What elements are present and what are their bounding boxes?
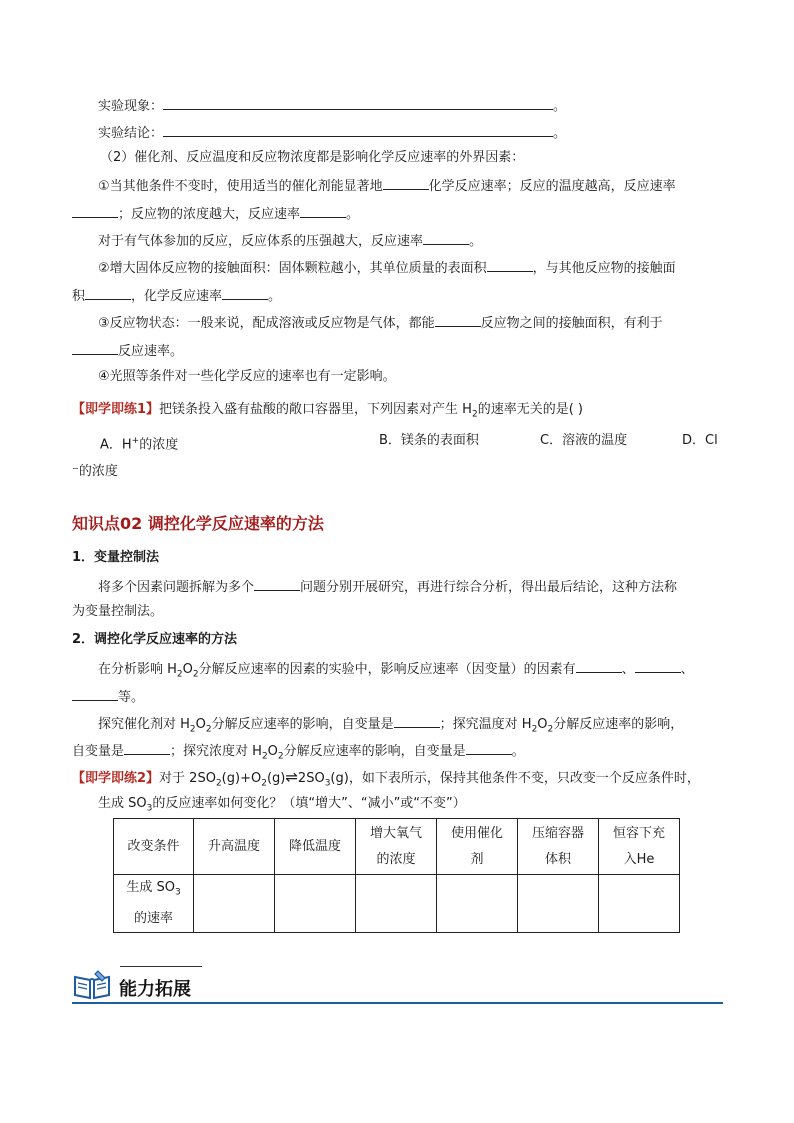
- blank[interactable]: [487, 257, 533, 272]
- option-a[interactable]: A．H+的浓度: [100, 436, 179, 453]
- experiment-conclusion: 实验结论： 。: [98, 122, 566, 144]
- blank[interactable]: [423, 230, 469, 245]
- section-1-text: 将多个因素问题拆解为多个 问题分别开展研究，再进行综合分析，得出最后结论，这种方法称: [98, 576, 677, 598]
- header-line: 入He: [623, 851, 655, 867]
- header-line: 降低温度: [288, 838, 341, 854]
- header-line: 压缩容器: [531, 825, 584, 841]
- blank[interactable]: [85, 285, 131, 300]
- state-line: ③反应物状态：一般来说，配成溶液或反应物是气体，都能 反应物之间的接触面积，有利于: [98, 312, 663, 334]
- section-title: 能力拓展: [119, 979, 191, 1000]
- header-cell: [114, 819, 194, 875]
- light-line: ④光照等条件对一些化学反应的速率也有一定影响。: [98, 369, 396, 384]
- header-line: 升高温度: [207, 838, 260, 854]
- option-b[interactable]: B．镁条的表面积: [379, 433, 479, 448]
- table-header-row: [114, 819, 680, 875]
- blank[interactable]: [163, 95, 553, 110]
- blank[interactable]: [383, 175, 429, 190]
- practice-2-stem-2: 生成 $SO_3$的反应速率如何变化？（填“增大”、“减小”或“不变”）: [98, 796, 466, 814]
- table-row: [114, 875, 680, 933]
- section-underline: [72, 1002, 723, 1004]
- state-line-2: 反应速率。: [72, 340, 183, 362]
- blank[interactable]: [435, 312, 481, 327]
- blank[interactable]: [576, 658, 622, 673]
- option-c[interactable]: C．溶液的温度: [540, 433, 628, 448]
- section-2-text-2: 等。: [72, 686, 144, 708]
- section-2-title: 2．调控化学反应速率的方法: [72, 632, 238, 647]
- catalyst-line: ①当其他条件不变时，使用适当的催化剂能显著地 化学反应速率；反应的温度越高，反应速率: [98, 175, 676, 197]
- blank[interactable]: [300, 203, 346, 218]
- header-cell: [356, 819, 437, 875]
- book-icon: [72, 969, 112, 1001]
- answer-cell[interactable]: [599, 875, 680, 933]
- option-d-continued: ⁻的浓度: [72, 464, 118, 479]
- section-title-overline: [120, 966, 202, 967]
- blank[interactable]: [635, 658, 681, 673]
- answer-cell[interactable]: [518, 875, 599, 933]
- header-line: 剂: [470, 851, 484, 867]
- answer-cell[interactable]: [356, 875, 437, 933]
- row-label-cell: 生成 $SO_3$ 的速率: [114, 875, 194, 933]
- practice-1-stem: 【即学即练1】把镁条投入盛有盐酸的敞口容器里，下列因素对产生 $H_2$的速率无关的是( ): [72, 402, 583, 420]
- header-line: 体积: [544, 851, 571, 867]
- answer-cell[interactable]: [437, 875, 518, 933]
- knowledge-point-heading: 知识点02 调控化学反应速率的方法: [72, 514, 324, 533]
- header-cell: [599, 819, 680, 875]
- header-cell: [518, 819, 599, 875]
- practice-tag: 【即学即练1】: [72, 402, 160, 417]
- header-line: 改变条件: [127, 838, 180, 854]
- header-cell: [194, 819, 275, 875]
- section-2-text-4: 自变量是 ；探究浓度对 $H_2O_2$分解反应速率的影响，自变量是 。: [72, 740, 525, 767]
- surface-area-line-2: 积 ，化学反应速率 。: [72, 285, 281, 307]
- experiment-phenomenon: 实验现象： 。: [98, 95, 566, 117]
- blank[interactable]: [222, 285, 268, 300]
- equilibrium-arrow: ⇌: [285, 768, 298, 786]
- factors-intro: （2）催化剂、反应温度和反应物浓度都是影响化学反应速率的外界因素：: [100, 150, 525, 165]
- blank[interactable]: [394, 713, 440, 728]
- blank[interactable]: [254, 576, 300, 591]
- header-line: 恒容下充: [612, 825, 665, 841]
- header-cell: [437, 819, 518, 875]
- pressure-line: 对于有气体参加的反应，反应体系的压强越大，反应速率 。: [98, 230, 482, 252]
- blank[interactable]: [72, 203, 118, 218]
- answer-cell[interactable]: [194, 875, 275, 933]
- practice-tag: 【即学即练2】: [72, 771, 160, 786]
- header-cell: [275, 819, 356, 875]
- header-line: 的浓度: [376, 851, 416, 867]
- concentration-line: ；反应物的浓度越大，反应速率 。: [72, 203, 359, 225]
- blank[interactable]: [72, 340, 118, 355]
- section-2-text-3: 探究催化剂对 $H_2O_2$分解反应速率的影响，自变量是 ；探究温度对 $H_2O_2$分解反应速率的影响，: [98, 713, 683, 740]
- answer-cell[interactable]: [275, 875, 356, 933]
- blank[interactable]: [72, 686, 118, 701]
- practice-2-stem: 【即学即练2】对于 $2SO_2(g)+O_2(g)\rightleftharpoons 2SO_3(g)$，如下表所示，保持其他条件不变，只改变一个反应条件时，: [72, 768, 700, 789]
- blank[interactable]: [124, 740, 170, 755]
- section-2-text: 在分析影响 $H_2O_2$分解反应速率的因素的实验中，影响反应速率（因变量）的因素有 、 、: [98, 658, 694, 685]
- section-1-text-2: 为变量控制法。: [72, 604, 164, 619]
- surface-area-line: ②增大固体反应物的接触面积：固体颗粒越小，其单位质量的表面积 ，与其他反应物的接触面: [98, 257, 676, 279]
- option-d[interactable]: D．Cl: [682, 433, 718, 448]
- blank[interactable]: [466, 740, 512, 755]
- blank[interactable]: [163, 122, 553, 137]
- conditions-table: [113, 818, 680, 933]
- section-1-title: 1．变量控制法: [72, 550, 160, 565]
- header-line: 使用催化: [450, 825, 503, 841]
- header-line: 增大氧气: [369, 825, 422, 841]
